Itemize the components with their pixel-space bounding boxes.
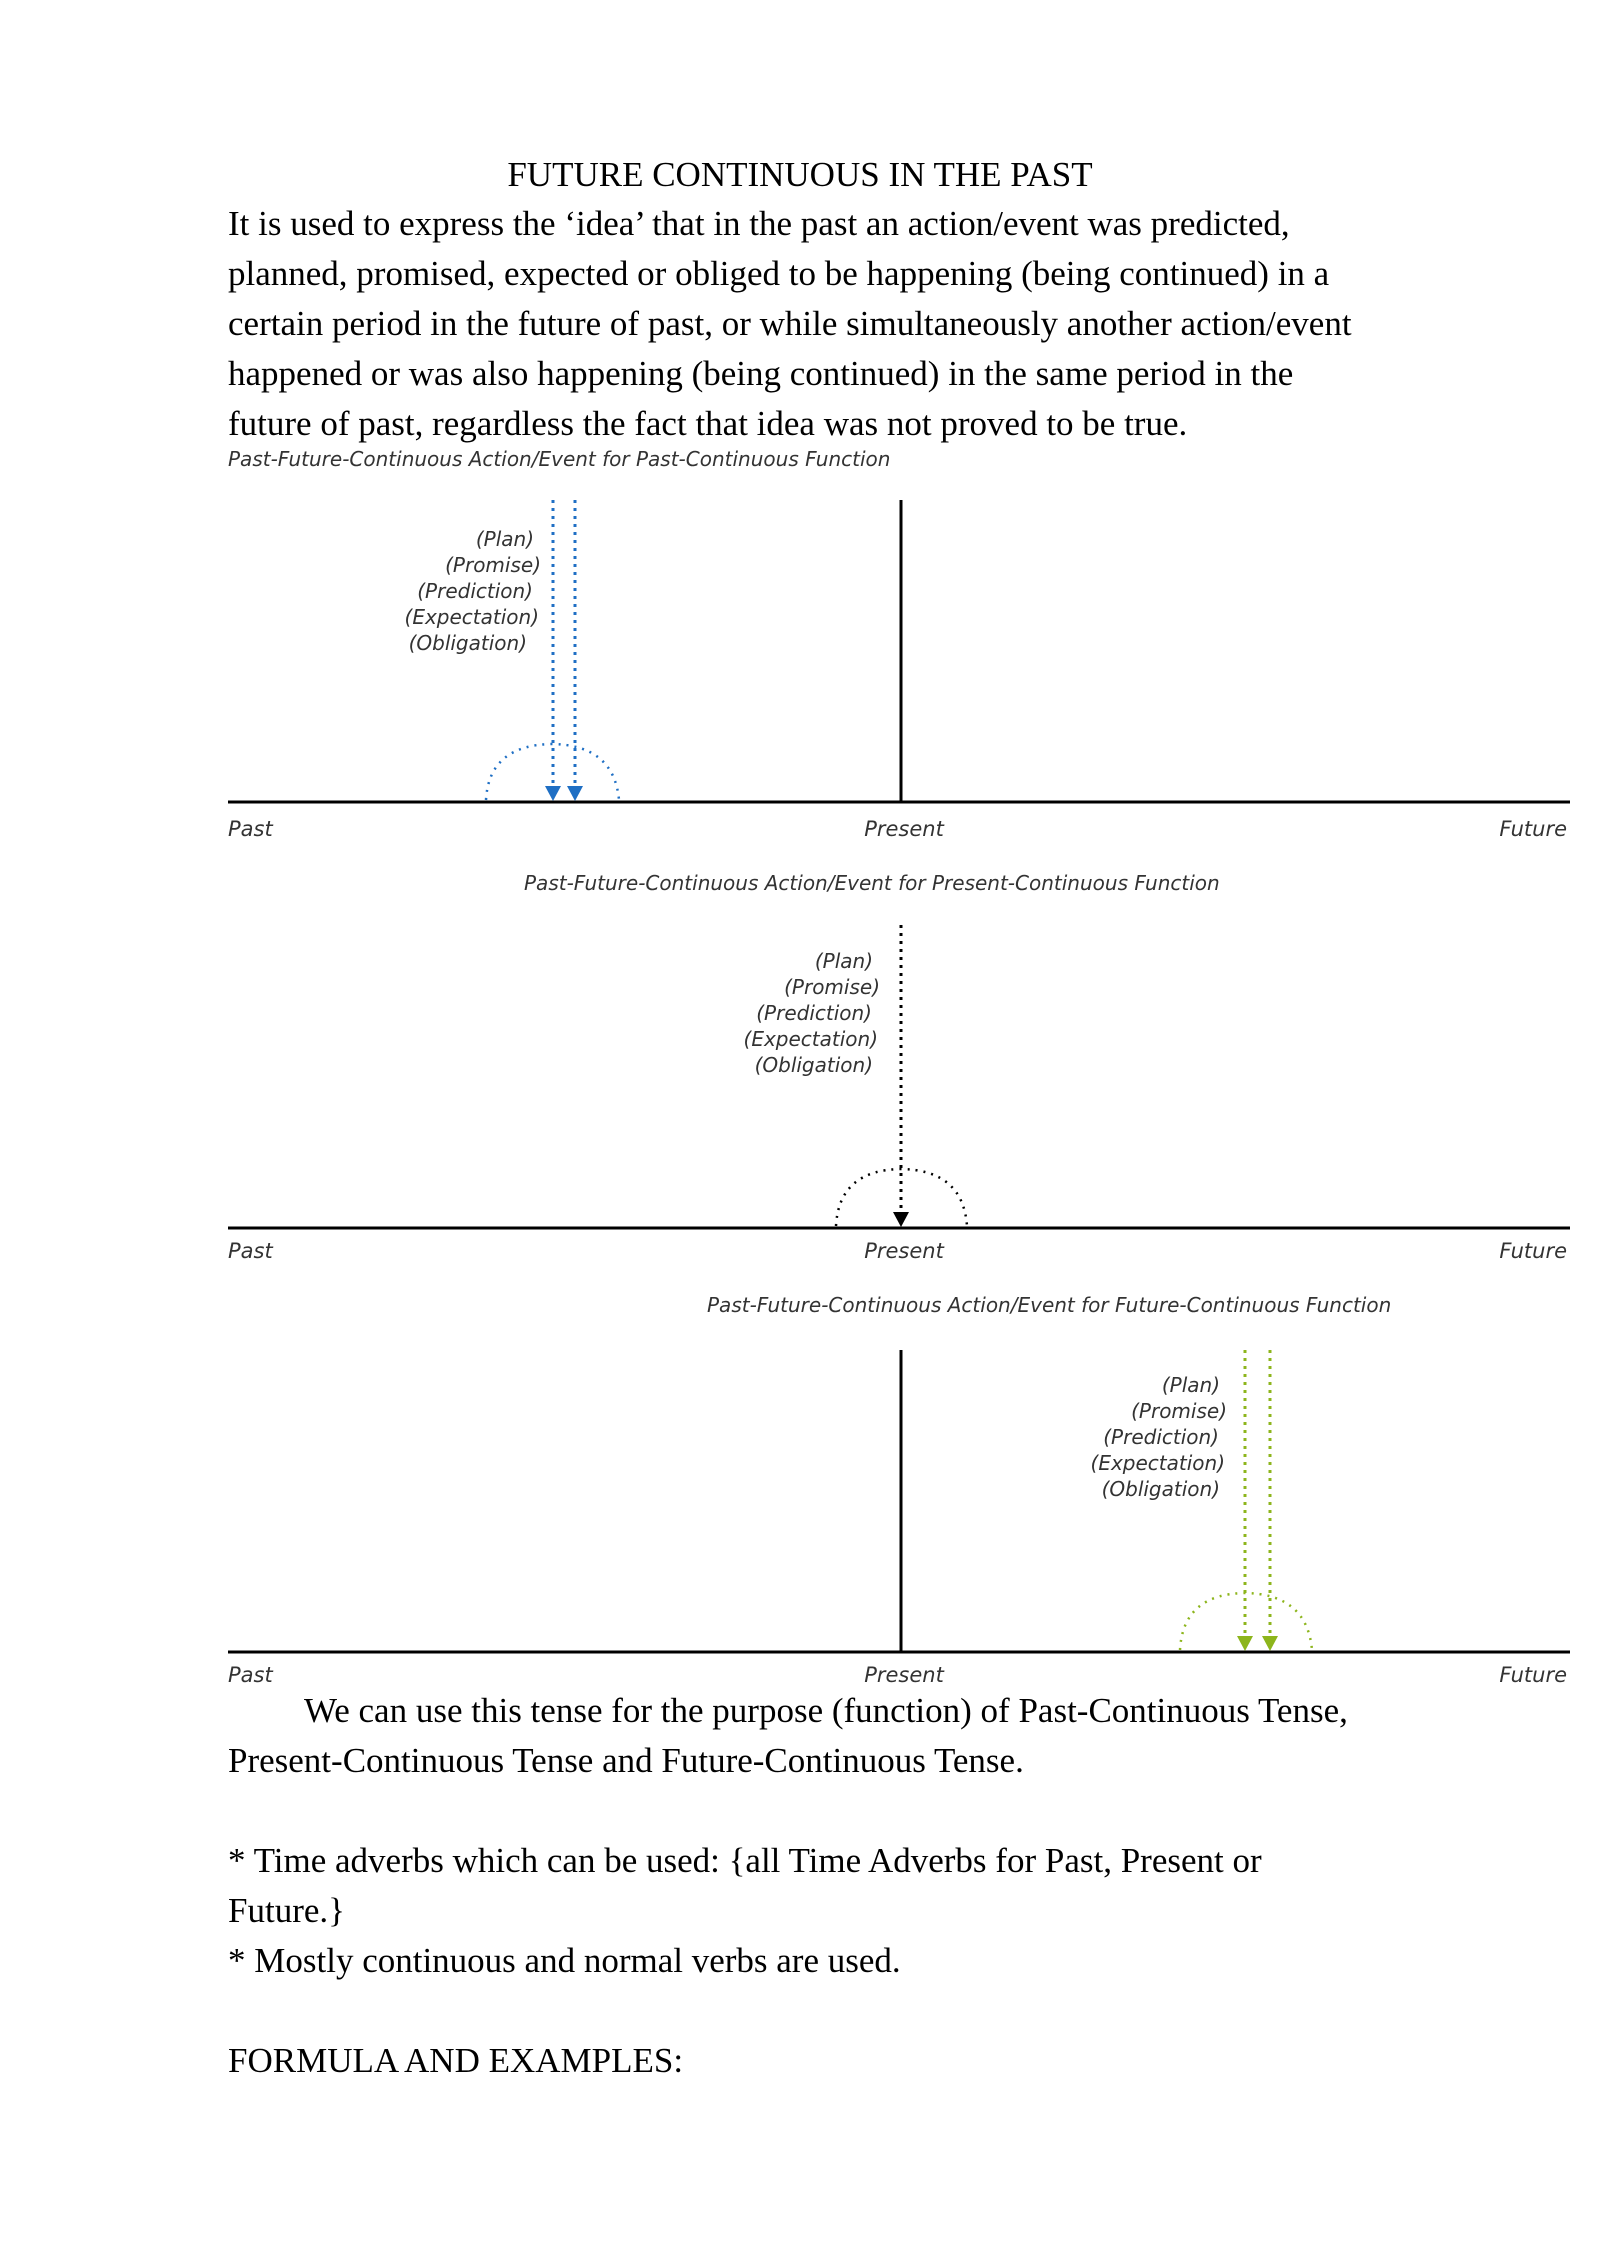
axis-label-future: Future [1499, 1663, 1567, 1687]
diagram-label: (Prediction) [1103, 1425, 1219, 1449]
intro-line: certain period in the future of past, or while simultaneously another action/event [228, 304, 1352, 343]
axis-label-present: Present [864, 1663, 944, 1687]
diagram-label: (Plan) [814, 949, 873, 973]
arrow-head-icon [893, 1212, 909, 1227]
usage-line: We can use this tense for the purpose (function) of Past-Continuous Tense, [304, 1691, 1348, 1730]
diagram-title: Past-Future-Continuous Action/Event for Future-Continuous Function [707, 1293, 1392, 1317]
formula-heading: FORMULA AND EXAMPLES: [228, 2041, 684, 2080]
diagram-label: (Plan) [1161, 1373, 1220, 1397]
diagram-label: (Expectation) [1090, 1451, 1225, 1475]
intro-line: happened or was also happening (being continued) in the same period in the [228, 354, 1294, 393]
adverbs-line: Future.} [228, 1891, 345, 1930]
axis-label-past: Past [228, 1239, 273, 1263]
page-title: FUTURE CONTINUOUS IN THE PAST [507, 155, 1093, 194]
arrow-head-icon [1237, 1636, 1253, 1651]
diagram-label: (Prediction) [756, 1001, 872, 1025]
diagram-title: Past-Future-Continuous Action/Event for Present-Continuous Function [524, 871, 1220, 895]
diagram-past-continuous [228, 447, 1570, 841]
axis-label-present: Present [864, 817, 944, 841]
diagram-label: (Promise) [445, 553, 541, 577]
diagram-label: (Promise) [784, 975, 880, 999]
axis-label-past: Past [228, 1663, 273, 1687]
arrow-head-icon [1262, 1636, 1278, 1651]
diagram-label: (Obligation) [754, 1053, 873, 1077]
diagram-label: (Expectation) [404, 605, 539, 629]
axis-label-past: Past [228, 817, 273, 841]
adverbs-line: * Mostly continuous and normal verbs are used. [228, 1941, 901, 1980]
diagram-label: (Obligation) [408, 631, 527, 655]
axis-label-future: Future [1499, 1239, 1567, 1263]
diagram-title: Past-Future-Continuous Action/Event for Past-Continuous Function [228, 447, 891, 471]
intro-line: It is used to express the ‘idea’ that in the past an action/event was predicted, [228, 204, 1290, 243]
arrow-head-icon [567, 786, 583, 801]
diagram-present-continuous [228, 871, 1570, 1263]
diagram-future-continuous [228, 1293, 1570, 1687]
adverbs-line: * Time adverbs which can be used: {all Time Adverbs for Past, Present or [228, 1841, 1262, 1880]
intro-line: planned, promised, expected or obliged to be happening (being continued) in a [228, 254, 1330, 293]
diagram-label: (Plan) [475, 527, 534, 551]
usage-line: Present-Continuous Tense and Future-Continuous Tense. [228, 1741, 1024, 1780]
diagram-label: (Promise) [1131, 1399, 1227, 1423]
diagram-label: (Expectation) [743, 1027, 878, 1051]
axis-label-future: Future [1499, 817, 1567, 841]
usage-paragraph [228, 1686, 1488, 1786]
arrow-head-icon [545, 786, 561, 801]
axis-label-present: Present [864, 1239, 944, 1263]
intro-line: future of past, regardless the fact that idea was not proved to be true. [228, 404, 1188, 443]
diagram-label: (Prediction) [417, 579, 533, 603]
adverbs-paragraph [228, 1836, 1488, 1986]
diagram-label: (Obligation) [1101, 1477, 1220, 1501]
